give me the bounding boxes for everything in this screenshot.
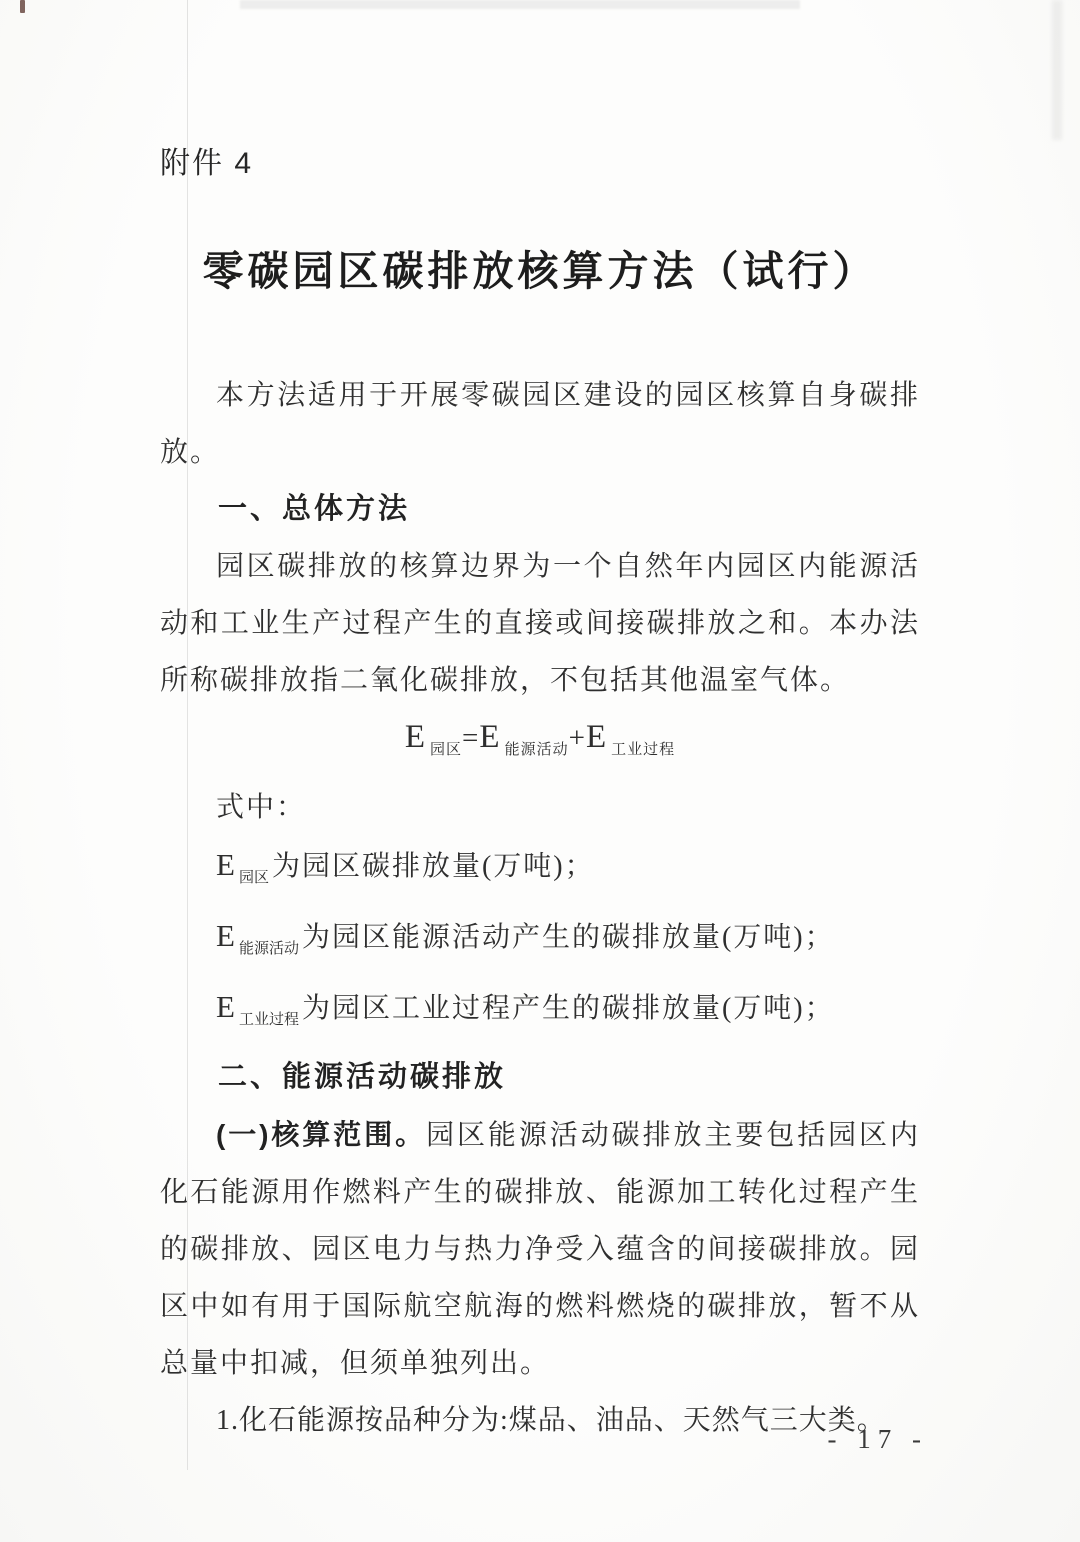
formula-line <box>160 709 920 779</box>
formula-term-subscript: 园区 <box>430 742 463 758</box>
formula-term-base: E <box>404 719 427 755</box>
definition-line <box>160 836 920 907</box>
definition-text: 为园区工业过程产生的碳排放量(万吨)； <box>301 993 835 1024</box>
scan-red-mark <box>20 0 25 13</box>
definition-subscript: 园区 <box>238 870 269 886</box>
definition-symbol: E <box>216 847 237 882</box>
definition-text: 为园区碳排放量(万吨)； <box>271 851 595 882</box>
definition-line <box>160 978 920 1049</box>
formula-term-subscript: 能源活动 <box>504 742 569 758</box>
numbered-item: 1.化石能源按品种分为:煤品、油品、天然气三大类。 <box>216 1405 886 1436</box>
page-number: - 17 - <box>827 1424 928 1454</box>
scan-smudge-right <box>1052 0 1062 140</box>
section-2-heading: 二、能源活动碳排放 <box>218 1061 507 1093</box>
definition-subscript: 工业过程 <box>238 1012 299 1028</box>
section-1-heading: 一、总体方法 <box>218 493 411 525</box>
scan-smudge-top <box>240 0 800 9</box>
definition-subscript: 能源活动 <box>238 941 299 957</box>
intro-paragraph: 本方法适用于开展零碳园区建设的园区核算自身碳排放。 <box>160 380 920 468</box>
document-title: 零碳园区碳排放核算方法（试行） <box>202 248 878 294</box>
document-body <box>160 367 920 1449</box>
formula-equals-operator: = <box>462 722 480 754</box>
where-label: 式中： <box>216 792 307 823</box>
attachment-label: 附件 4 <box>160 147 254 180</box>
definition-symbol: E <box>216 989 237 1024</box>
definition-line <box>160 907 920 978</box>
formula-term-base: E <box>585 719 608 755</box>
formula-term-base: E <box>479 719 501 755</box>
section-1-paragraph: 园区碳排放的核算边界为一个自然年内园区内能源活动和工业生产过程产生的直接或间接碳排放之和。本办法所称碳排放指二氧化碳排放，不包括其他温室气体。 <box>160 551 920 696</box>
section-2-paragraph <box>160 1106 920 1392</box>
paragraph-rest: 园区能源活动碳排放主要包括园区内化石能源用作燃料产生的碳排放、能源加工转化过程产生的碳排放、园区电力与热力净受入蕴含的间接碳排放。园区中如有用于国际航空航海的燃料燃烧的碳排放，暂不从总量中扣减，但须单独列出。 <box>160 1120 920 1379</box>
formula-term-subscript: 工业过程 <box>611 742 676 758</box>
definition-text: 为园区能源活动产生的碳排放量(万吨)； <box>301 922 835 953</box>
paragraph-lead-bold: (一)核算范围。 <box>216 1119 427 1150</box>
definition-symbol: E <box>216 918 237 953</box>
formula-plus-operator: + <box>568 722 586 754</box>
